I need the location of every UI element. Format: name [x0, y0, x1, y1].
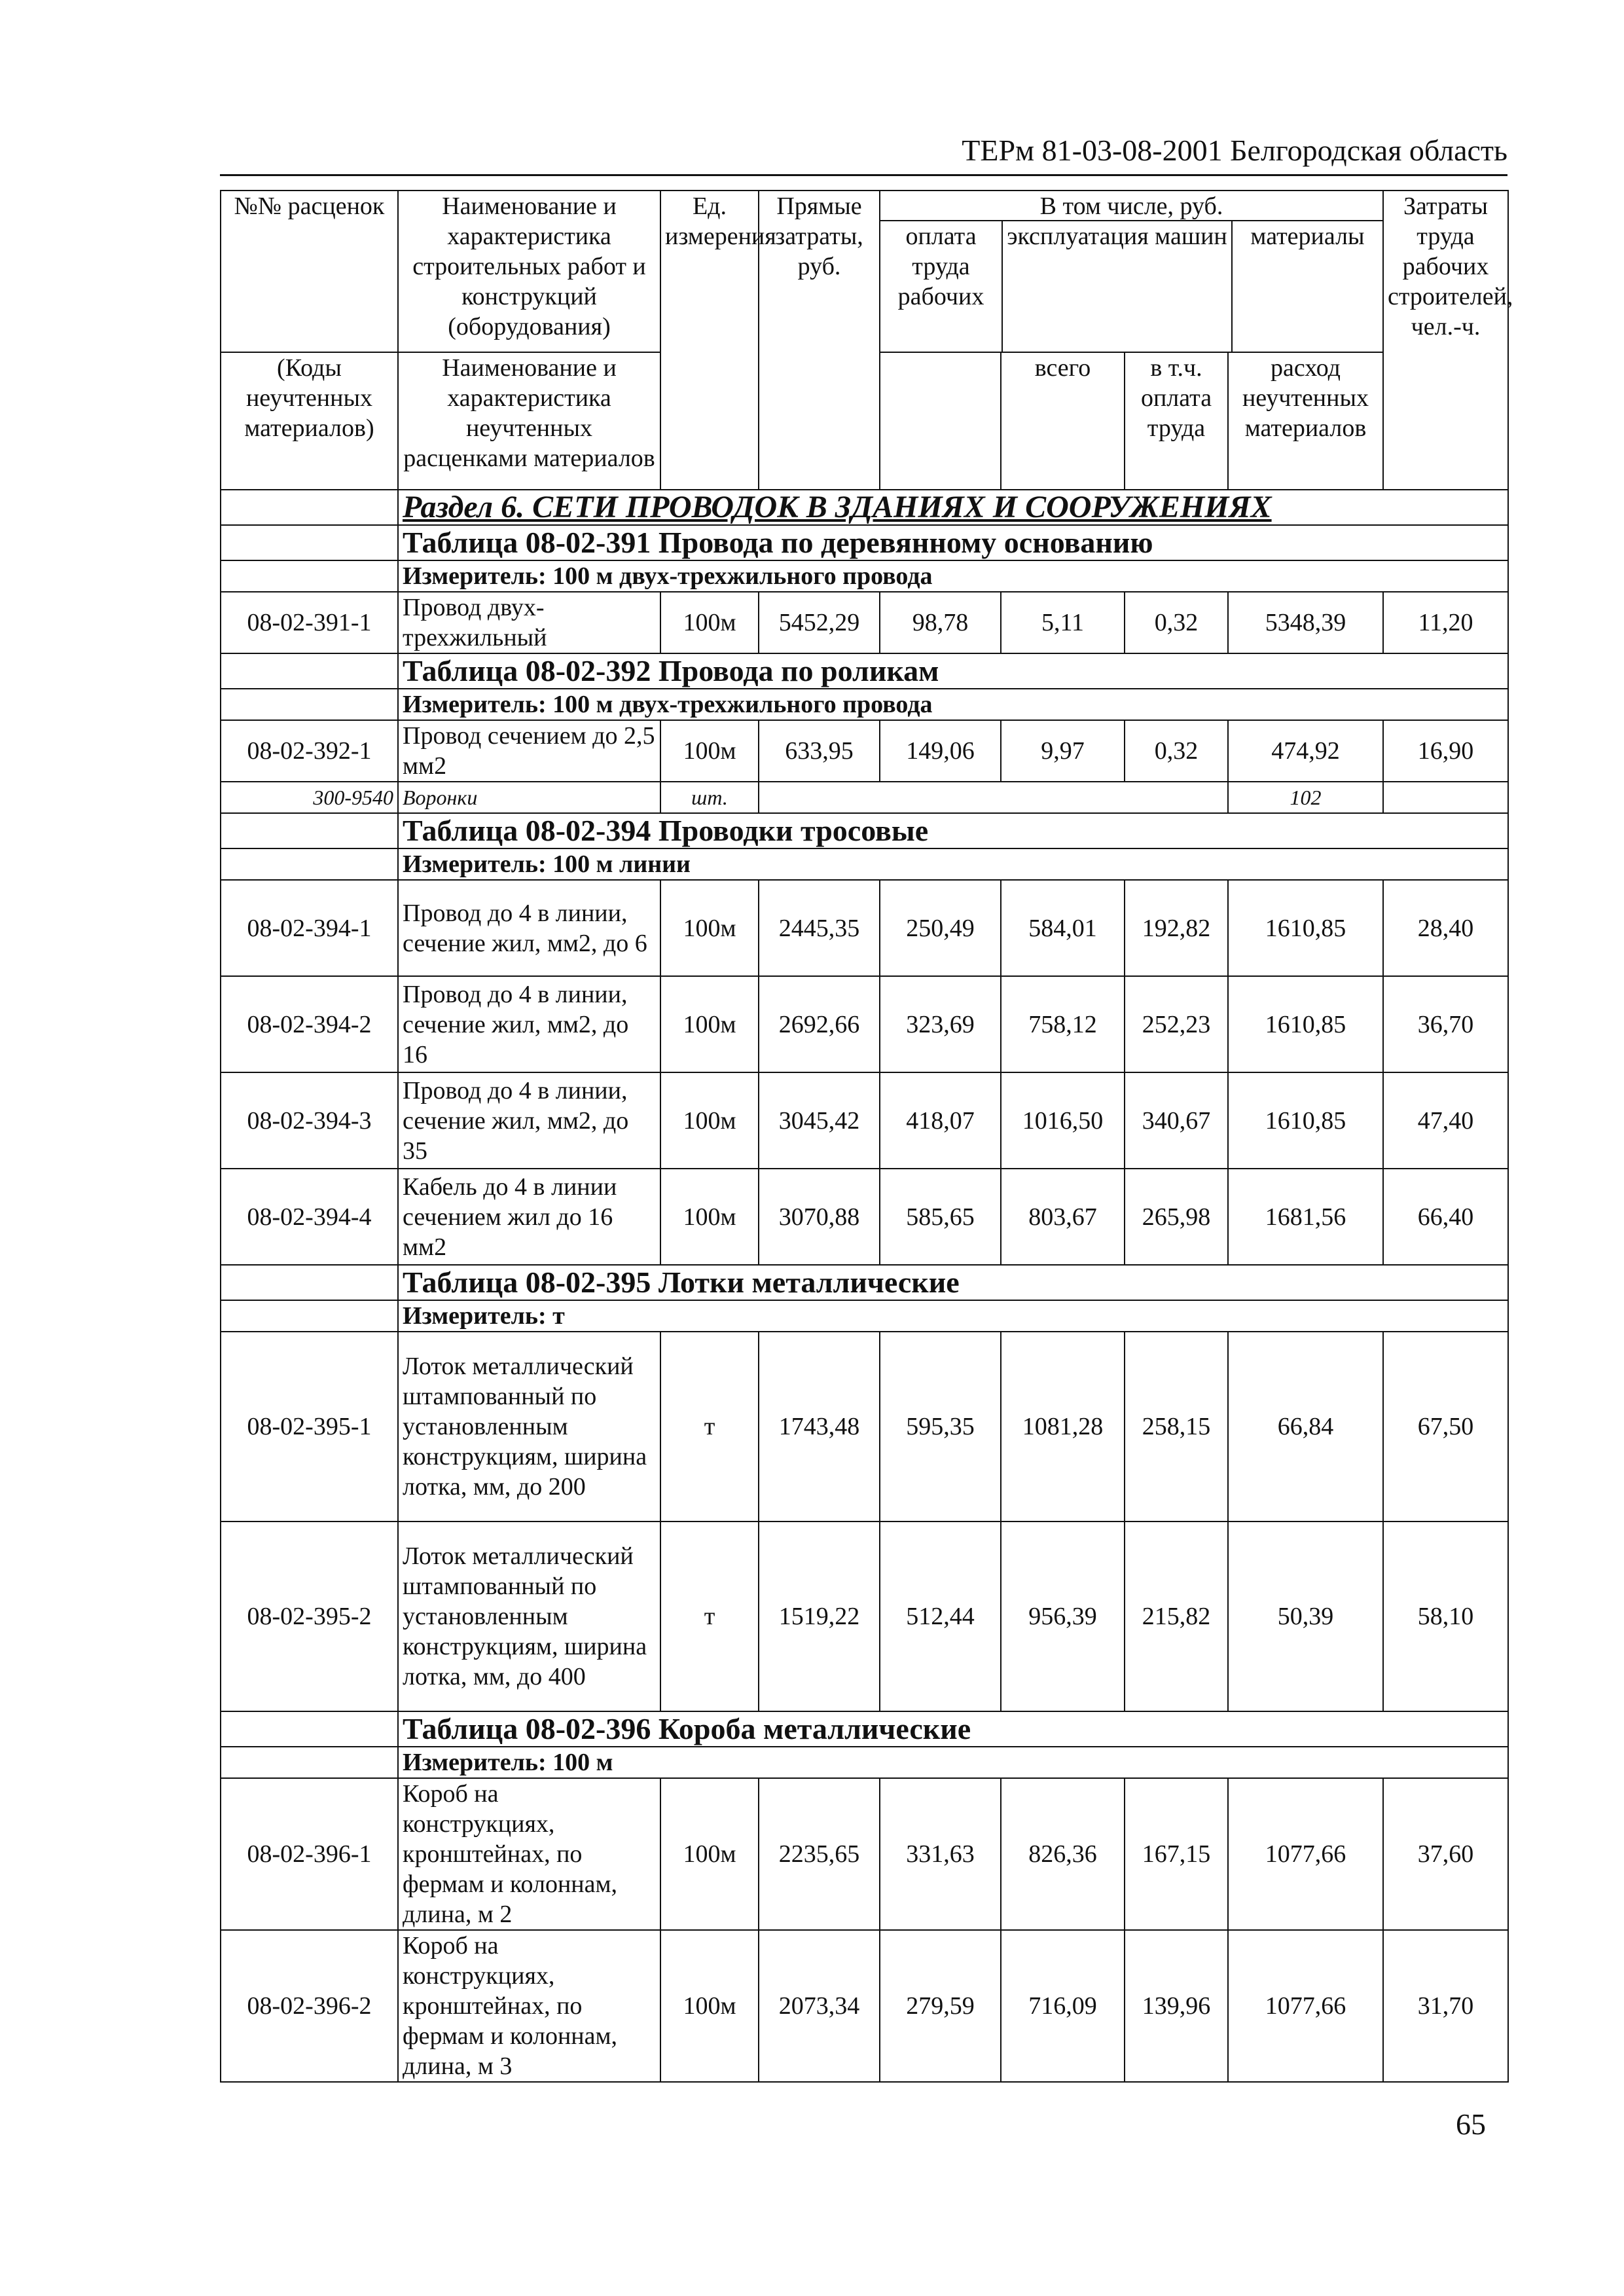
header-rule: [220, 174, 1507, 176]
rate-name: Короб на конструкциях, кронштейнах, по фермам и колоннам, длина, м 3: [398, 1930, 660, 2082]
rate-labor-pay: 323,69: [880, 976, 1001, 1072]
rate-machines: 803,67: [1001, 1169, 1125, 1265]
rate-name: Провод до 4 в линии, сечение жил, мм2, до 16: [398, 976, 660, 1072]
col-incl-header: В том числе, руб.: [880, 191, 1382, 221]
rate-name: Короб на конструкциях, кронштейнах, по фермам и колоннам, длина, м 2: [398, 1778, 660, 1930]
col-pay-header: оплата труда рабочих: [880, 221, 1003, 352]
col-unacc-header: расход неучтенных материалов: [1228, 352, 1383, 490]
material-unit: шт.: [660, 782, 759, 813]
material-blank: [759, 782, 1228, 813]
section-title: Раздел 6. СЕТИ ПРОВОДОК В ЗДАНИЯХ И СООРУЖЕНИЯХ: [398, 490, 1508, 525]
rate-materials: 1610,85: [1228, 880, 1383, 976]
rate-unit: 100м: [660, 976, 759, 1072]
rate-machines-pay: 258,15: [1125, 1332, 1228, 1522]
material-name: Воронки: [398, 782, 660, 813]
col-unit-header: Ед. измерения: [660, 191, 759, 490]
rate-labor: 11,20: [1383, 592, 1508, 653]
rate-machines-pay: 252,23: [1125, 976, 1228, 1072]
table-title-spacer: [221, 1265, 398, 1300]
table-measure: Измеритель: 100 м двух-трехжильного провода: [398, 560, 1508, 592]
rate-labor: 37,60: [1383, 1778, 1508, 1930]
rate-unit: 100м: [660, 880, 759, 976]
rate-machines-pay: 192,82: [1125, 880, 1228, 976]
rate-machines-pay: 0,32: [1125, 720, 1228, 782]
rate-unit: 100м: [660, 1169, 759, 1265]
rate-code: 08-02-394-2: [221, 976, 398, 1072]
rate-name: Провод двух-трехжильный: [398, 592, 660, 653]
rate-name: Провод сечением до 2,5 мм2: [398, 720, 660, 782]
rate-machines-pay: 167,15: [1125, 1778, 1228, 1930]
material-blank2: [1383, 782, 1508, 813]
rate-labor: 31,70: [1383, 1930, 1508, 2082]
table-measure: Измеритель: 100 м двух-трехжильного провода: [398, 689, 1508, 720]
rate-machines: 9,97: [1001, 720, 1125, 782]
measure-spacer: [221, 689, 398, 720]
table-row: [221, 1332, 1508, 1522]
rate-direct: 2692,66: [759, 976, 880, 1072]
table-title: Таблица 08-02-394 Проводки тросовые: [398, 813, 1508, 848]
rate-unit: 100м: [660, 1930, 759, 2082]
rate-labor: 67,50: [1383, 1332, 1508, 1522]
measure-spacer: [221, 560, 398, 592]
rate-materials: 474,92: [1228, 720, 1383, 782]
col-mach-pay-header: в т.ч. оплата труда: [1125, 352, 1228, 490]
rate-code: 08-02-394-1: [221, 880, 398, 976]
rate-direct: 5452,29: [759, 592, 880, 653]
rate-code: 08-02-392-1: [221, 720, 398, 782]
rate-labor: 58,10: [1383, 1522, 1508, 1711]
measure-spacer: [221, 1300, 398, 1332]
table-title: Таблица 08-02-392 Провода по роликам: [398, 653, 1508, 689]
rate-machines-pay: 0,32: [1125, 592, 1228, 653]
table-measure: Измеритель: 100 м: [398, 1747, 1508, 1778]
rate-labor-pay: 98,78: [880, 592, 1001, 653]
rate-materials: 1681,56: [1228, 1169, 1383, 1265]
rate-machines: 716,09: [1001, 1930, 1125, 2082]
rate-direct: 1743,48: [759, 1332, 880, 1522]
rate-name: Кабель до 4 в линии сечением жил до 16 мм2: [398, 1169, 660, 1265]
material-code: 300-9540: [221, 782, 398, 813]
rate-labor: 47,40: [1383, 1072, 1508, 1169]
document-header: ТЕРм 81-03-08-2001 Белгородская область: [962, 134, 1507, 167]
measure-spacer: [221, 848, 398, 880]
rate-machines-pay: 265,98: [1125, 1169, 1228, 1265]
rate-unit: 100м: [660, 1072, 759, 1169]
rate-unit: 100м: [660, 1778, 759, 1930]
rate-labor: 28,40: [1383, 880, 1508, 976]
table-title-spacer: [221, 1711, 398, 1747]
rate-code: 08-02-396-1: [221, 1778, 398, 1930]
table-row: [221, 880, 1508, 976]
rate-code: 08-02-394-3: [221, 1072, 398, 1169]
rate-machines: 584,01: [1001, 880, 1125, 976]
rate-machines-pay: 215,82: [1125, 1522, 1228, 1711]
col-labor-header: Затраты труда рабочих строителей, чел.-ч.: [1383, 191, 1508, 490]
rate-machines: 1081,28: [1001, 1332, 1125, 1522]
rate-machines: 5,11: [1001, 592, 1125, 653]
rate-labor-pay: 418,07: [880, 1072, 1001, 1169]
table-row: [221, 1930, 1508, 2082]
rate-code: 08-02-394-4: [221, 1169, 398, 1265]
table-row: [221, 720, 1508, 782]
rate-labor-pay: 585,65: [880, 1169, 1001, 1265]
table-title-spacer: [221, 525, 398, 560]
col-total-header: всего: [1001, 352, 1125, 490]
table-row: [221, 1169, 1508, 1265]
rate-labor-pay: 250,49: [880, 880, 1001, 976]
rate-machines: 956,39: [1001, 1522, 1125, 1711]
rate-direct: 2073,34: [759, 1930, 880, 2082]
col-code2-header: (Коды неучтенных материалов): [221, 352, 398, 490]
rate-labor: 66,40: [1383, 1169, 1508, 1265]
rate-machines: 758,12: [1001, 976, 1125, 1072]
rate-direct: 3070,88: [759, 1169, 880, 1265]
rate-direct: 1519,22: [759, 1522, 880, 1711]
table-row: [221, 1778, 1508, 1930]
rate-labor-pay: 595,35: [880, 1332, 1001, 1522]
rate-materials: 1610,85: [1228, 976, 1383, 1072]
rate-direct: 2235,65: [759, 1778, 880, 1930]
rate-labor-pay: 149,06: [880, 720, 1001, 782]
rate-direct: 633,95: [759, 720, 880, 782]
rate-materials: 66,84: [1228, 1332, 1383, 1522]
table-title-spacer: [221, 653, 398, 689]
measure-spacer: [221, 1747, 398, 1778]
rate-materials: 5348,39: [1228, 592, 1383, 653]
rate-labor-pay: 331,63: [880, 1778, 1001, 1930]
table-row: [221, 976, 1508, 1072]
rate-labor: 36,70: [1383, 976, 1508, 1072]
col-code-header: №№ расценок: [221, 191, 398, 352]
table-row: [221, 1072, 1508, 1169]
rates-table: [220, 190, 1513, 2083]
table-title: Таблица 08-02-396 Короба металлические: [398, 1711, 1508, 1747]
rate-materials: 1610,85: [1228, 1072, 1383, 1169]
col-name2-header: Наименование и характеристика неучтенных расценками материалов: [398, 352, 660, 490]
rate-code: 08-02-391-1: [221, 592, 398, 653]
col-direct-header: Прямые затраты, руб.: [759, 191, 880, 490]
rate-labor-pay: 279,59: [880, 1930, 1001, 2082]
rate-materials: 1077,66: [1228, 1778, 1383, 1930]
rate-labor-pay: 512,44: [880, 1522, 1001, 1711]
table-title-spacer: [221, 813, 398, 848]
rate-machines-pay: 139,96: [1125, 1930, 1228, 2082]
rate-direct: 3045,42: [759, 1072, 880, 1169]
rate-code: 08-02-395-2: [221, 1522, 398, 1711]
rate-name: Лоток металлический штампованный по установленным конструкциям, ширина лотка, мм, до 400: [398, 1522, 660, 1711]
rate-unit: 100м: [660, 592, 759, 653]
col-incl-group: [880, 191, 1383, 352]
material-qty: 102: [1228, 782, 1383, 813]
rate-unit: т: [660, 1522, 759, 1711]
page-number: 65: [1456, 2107, 1486, 2141]
table-measure: Измеритель: 100 м линии: [398, 848, 1508, 880]
rate-direct: 2445,35: [759, 880, 880, 976]
table-title: Таблица 08-02-395 Лотки металлические: [398, 1265, 1508, 1300]
table-row: [221, 1522, 1508, 1711]
rate-machines-pay: 340,67: [1125, 1072, 1228, 1169]
rate-machines: 826,36: [1001, 1778, 1125, 1930]
rate-code: 08-02-395-1: [221, 1332, 398, 1522]
table-title: Таблица 08-02-391 Провода по деревянному основанию: [398, 525, 1508, 560]
rate-name: Лоток металлический штампованный по установленным конструкциям, ширина лотка, мм, до 200: [398, 1332, 660, 1522]
rate-labor: 16,90: [1383, 720, 1508, 782]
rate-name: Провод до 4 в линии, сечение жил, мм2, до 35: [398, 1072, 660, 1169]
rate-unit: 100м: [660, 720, 759, 782]
table-row: [221, 592, 1508, 653]
col-name-header: Наименование и характеристика строительных работ и конструкций (оборудования): [398, 191, 660, 352]
rate-unit: т: [660, 1332, 759, 1522]
rate-code: 08-02-396-2: [221, 1930, 398, 2082]
rate-materials: 50,39: [1228, 1522, 1383, 1711]
rate-machines: 1016,50: [1001, 1072, 1125, 1169]
rate-name: Провод до 4 в линии, сечение жил, мм2, до 6: [398, 880, 660, 976]
col-materials-header: материалы: [1250, 223, 1365, 250]
rate-materials: 1077,66: [1228, 1930, 1383, 2082]
col-machines-header: эксплуатация машин: [1003, 221, 1233, 352]
table-measure: Измеритель: т: [398, 1300, 1508, 1332]
